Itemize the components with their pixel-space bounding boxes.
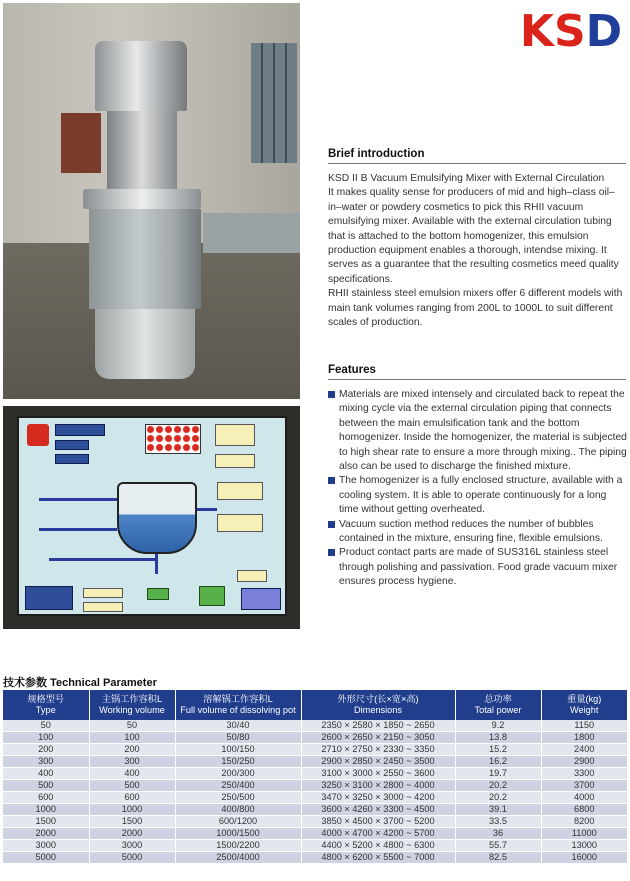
cell-working-volume: 300 <box>89 756 175 768</box>
cell-dimensions: 3600 × 4260 × 3300 ~ 4500 <box>301 804 455 816</box>
table-row <box>3 732 627 744</box>
cell-weight: 11000 <box>541 828 627 840</box>
cell-working-volume: 100 <box>89 732 175 744</box>
cell-dimensions: 2710 × 2750 × 2330 ~ 3350 <box>301 744 455 756</box>
feature-item: Product contact parts are made of SUS316L stainless steel through polishing and passivation. Food grade vacuum mixer ensures process hygiene. <box>328 546 628 589</box>
cell-working-volume: 200 <box>89 744 175 756</box>
feature-item: Vacuum suction method reduces the number of bubbles contained in the mixture, ensuring fine, flexible emulsions. <box>328 518 628 547</box>
cell-dissolving-pot: 1500/2200 <box>175 840 301 852</box>
cell-dimensions: 4400 × 5200 × 4800 ~ 6300 <box>301 840 455 852</box>
feature-item: The homogenizer is a fully enclosed structure, available with a cooling system. It is able to operate continuously for a long time without getting overheated. <box>328 474 628 517</box>
header-cn: 规格型号 <box>27 694 65 704</box>
cell-dissolving-pot: 100/150 <box>175 744 301 756</box>
header-en: Type <box>35 705 56 715</box>
cell-weight: 4000 <box>541 792 627 804</box>
technical-parameter-title: 技术参数 Technical Parameter <box>3 677 157 689</box>
cell-type: 1500 <box>3 816 89 828</box>
cell-dissolving-pot: 250/500 <box>175 792 301 804</box>
panel-field <box>215 424 255 446</box>
cell-total-power: 36 <box>455 828 541 840</box>
table-row <box>3 816 627 828</box>
cell-weight: 3300 <box>541 768 627 780</box>
table-row <box>3 768 627 780</box>
pipe-line <box>197 508 217 511</box>
header-cn: 溶解锅工作容积L <box>203 694 273 704</box>
table-row <box>3 792 627 804</box>
table-row <box>3 804 627 816</box>
cell-dimensions: 2600 × 2650 × 2150 ~ 3050 <box>301 732 455 744</box>
cell-weight: 16000 <box>541 852 627 864</box>
brief-intro-rule <box>328 163 626 164</box>
table-row <box>3 744 627 756</box>
cell-total-power: 20.2 <box>455 792 541 804</box>
table-row <box>3 852 627 864</box>
header-en: Dimensions <box>354 705 402 715</box>
panel-button <box>55 454 89 464</box>
header-en: Full volume of dissolving pot <box>180 705 296 715</box>
cell-type: 600 <box>3 792 89 804</box>
cell-type: 3000 <box>3 840 89 852</box>
cell-type: 200 <box>3 744 89 756</box>
brief-intro-text <box>328 172 626 330</box>
cell-type: 400 <box>3 768 89 780</box>
panel-green-button <box>147 588 169 600</box>
technical-parameter-table <box>3 690 627 864</box>
header-cn: 外形尺寸(长×宽×高) <box>337 694 419 704</box>
cell-weight: 13000 <box>541 840 627 852</box>
pipe-line <box>39 498 117 501</box>
cell-weight: 2900 <box>541 756 627 768</box>
control-panel-photo <box>3 406 300 629</box>
cell-working-volume: 3000 <box>89 840 175 852</box>
cell-working-volume: 500 <box>89 780 175 792</box>
cell-type: 5000 <box>3 852 89 864</box>
cell-dissolving-pot: 200/300 <box>175 768 301 780</box>
cell-type: 2000 <box>3 828 89 840</box>
header-weight <box>541 690 627 720</box>
cell-dissolving-pot: 600/1200 <box>175 816 301 828</box>
cell-working-volume: 1500 <box>89 816 175 828</box>
mixer-head <box>95 41 187 111</box>
cell-dimensions: 2900 × 2850 × 2450 ~ 3500 <box>301 756 455 768</box>
cell-dimensions: 3250 × 3100 × 2800 ~ 4000 <box>301 780 455 792</box>
cell-working-volume: 400 <box>89 768 175 780</box>
panel-field <box>217 514 263 532</box>
header-cn: 总功率 <box>484 694 512 704</box>
intro-paragraph: RHII stainless steel emulsion mixers offer 6 different models with main tank volumes ranging from 200L to 1000L to suit different scales of production. <box>328 288 623 329</box>
panel-field <box>217 482 263 500</box>
photo-pallet <box>203 213 300 253</box>
cell-weight: 2400 <box>541 744 627 756</box>
cell-weight: 8200 <box>541 816 627 828</box>
photo-window <box>251 43 297 163</box>
table-row <box>3 780 627 792</box>
logo-letter-d: D <box>585 6 623 57</box>
cell-dimensions: 2350 × 2580 × 1850 ~ 2650 <box>301 720 455 732</box>
pipe-line <box>39 528 117 531</box>
header-en: Working volume <box>99 705 165 715</box>
cell-weight: 3700 <box>541 780 627 792</box>
cell-total-power: 55.7 <box>455 840 541 852</box>
cell-total-power: 19.7 <box>455 768 541 780</box>
panel-field <box>237 570 267 582</box>
header-cn: 重量(kg) <box>567 694 602 704</box>
panel-green-button <box>199 586 225 606</box>
cell-total-power: 13.8 <box>455 732 541 744</box>
alarm-lamp-icon <box>27 424 49 446</box>
features-list <box>328 388 628 590</box>
pipe-line <box>49 558 155 561</box>
panel-field <box>83 602 123 612</box>
cell-type: 100 <box>3 732 89 744</box>
cell-dissolving-pot: 400/800 <box>175 804 301 816</box>
cell-weight: 1150 <box>541 720 627 732</box>
cell-total-power: 82.5 <box>455 852 541 864</box>
header-total-power <box>455 690 541 720</box>
logo-letter-k: K <box>519 6 554 57</box>
cell-type: 50 <box>3 720 89 732</box>
header-dimensions <box>301 690 455 720</box>
cell-total-power: 9.2 <box>455 720 541 732</box>
brief-intro-title: Brief introduction <box>328 148 425 160</box>
mixer-neck <box>107 111 177 191</box>
cell-dissolving-pot: 2500/4000 <box>175 852 301 864</box>
header-en: Total power <box>474 705 522 715</box>
ksd-logo <box>516 4 626 59</box>
panel-button <box>25 586 73 610</box>
cell-dissolving-pot: 1000/1500 <box>175 828 301 840</box>
cell-working-volume: 600 <box>89 792 175 804</box>
control-panel-screen <box>17 416 287 616</box>
features-rule <box>328 379 626 380</box>
cell-type: 1000 <box>3 804 89 816</box>
cell-total-power: 20.2 <box>455 780 541 792</box>
photo-cabinet <box>61 113 101 173</box>
indicator-grid <box>145 424 201 454</box>
cell-total-power: 15.2 <box>455 744 541 756</box>
header-cn: 主锅工作容积L <box>101 694 163 704</box>
feature-item: Materials are mixed intensely and circulated back to repeat the mixing cycle via the external circulation piping that connects between the main emulsification tank and the bottom homogenizer. Inside the homogenizer, the material is subjected to high shear rate to ensure a more through mixing.. The piping also can be used to discharge the finished mixture. <box>328 388 628 474</box>
cell-dimensions: 3850 × 4500 × 3700 ~ 5200 <box>301 816 455 828</box>
logo-letter-s: S <box>553 6 586 57</box>
panel-button <box>55 424 105 436</box>
intro-paragraph: It makes quality sense for producers of mid and high–class oil–in–water or powdery cosmetics to pick this RHII vacuum emulsifying mixer. Available with the external circulation tubing that is attached to the bottom homogenizer, this emulsion production equipment enables a thorough, intendse mixing. It serves as a guarantee that the resulting cosmetics meed quality specifications. <box>328 187 619 285</box>
panel-field <box>215 454 255 468</box>
cell-dimensions: 3100 × 3000 × 2550 ~ 3600 <box>301 768 455 780</box>
cell-dissolving-pot: 250/400 <box>175 780 301 792</box>
table-row <box>3 756 627 768</box>
cell-total-power: 16.2 <box>455 756 541 768</box>
cell-dissolving-pot: 150/250 <box>175 756 301 768</box>
intro-paragraph: KSD II B Vacuum Emulsifying Mixer with External Circulation <box>328 173 605 184</box>
table-header-row <box>3 690 627 720</box>
pipe-line <box>155 554 158 574</box>
header-en: Weight <box>570 705 599 715</box>
cell-dissolving-pot: 30/40 <box>175 720 301 732</box>
motor-body <box>89 209 201 309</box>
cell-working-volume: 1000 <box>89 804 175 816</box>
table-row <box>3 720 627 732</box>
cell-dimensions: 3470 × 3250 × 3000 ~ 4200 <box>301 792 455 804</box>
panel-field <box>83 588 123 598</box>
cell-weight: 1800 <box>541 732 627 744</box>
cell-weight: 6800 <box>541 804 627 816</box>
mixer-flange <box>83 189 201 209</box>
panel-button <box>241 588 281 610</box>
cell-working-volume: 2000 <box>89 828 175 840</box>
header-dissolving-pot <box>175 690 301 720</box>
cell-dimensions: 4800 × 6200 × 5500 ~ 7000 <box>301 852 455 864</box>
motor-base <box>95 309 195 379</box>
panel-button <box>55 440 89 450</box>
table-row <box>3 840 627 852</box>
features-title: Features <box>328 364 376 376</box>
product-photo-homogenizer <box>3 3 300 399</box>
cell-type: 300 <box>3 756 89 768</box>
cell-type: 500 <box>3 780 89 792</box>
cell-dissolving-pot: 50/80 <box>175 732 301 744</box>
cell-working-volume: 50 <box>89 720 175 732</box>
cell-dimensions: 4000 × 4700 × 4200 ~ 5700 <box>301 828 455 840</box>
header-type <box>3 690 89 720</box>
cell-total-power: 39.1 <box>455 804 541 816</box>
tank-diagram <box>117 482 197 554</box>
cell-total-power: 33.5 <box>455 816 541 828</box>
header-working-volume <box>89 690 175 720</box>
table-row <box>3 828 627 840</box>
cell-working-volume: 5000 <box>89 852 175 864</box>
